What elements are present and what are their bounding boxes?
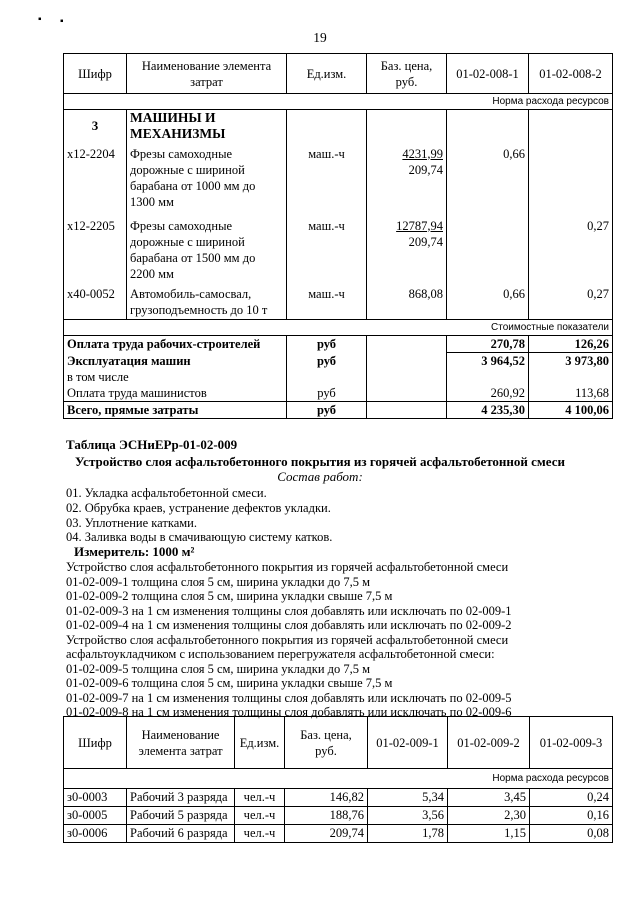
row-value-2: 0,27 (529, 286, 613, 320)
table-row (64, 218, 613, 286)
header-col1: 01-02-009-1 (368, 717, 448, 769)
desc-line: 01-02-009-2 толщина слоя 5 см, ширина укладки свыше 7,5 м (66, 589, 393, 603)
total-unit: руб (287, 385, 367, 402)
row-value-1: 5,34 (368, 789, 448, 807)
row-value-2: 1,15 (448, 825, 530, 843)
header-unit: Ед.изм. (235, 717, 285, 769)
row-price: 146,82 (285, 789, 368, 807)
total-value-1: 3 964,52 (447, 353, 529, 370)
row-code: х12-2205 (64, 218, 127, 286)
header-name: Наименование элемента затрат (127, 54, 287, 94)
cost-label: Стоимостные показатели (64, 320, 613, 336)
desc-line: 01-02-009-6 толщина слоя 5 см, ширина укладки свыше 7,5 м (66, 676, 393, 690)
row-value-3: 0,24 (530, 789, 613, 807)
total-unit: руб (287, 353, 367, 370)
row-value-2: 3,45 (448, 789, 530, 807)
row-name: Рабочий 3 разряда (127, 789, 235, 807)
row-value-3: 0,08 (530, 825, 613, 843)
row-price: 4231,99 209,74 (367, 146, 447, 218)
page-number: 19 (313, 30, 327, 45)
section-number: 3 (64, 110, 127, 146)
work-item: 01. Укладка асфальтобетонной смеси. (66, 486, 267, 500)
total-unit: руб (287, 336, 367, 353)
desc-line: 01-02-009-8 на 1 см изменения толщины слоя добавлять или исключать по 02-009-6 (66, 705, 512, 719)
row-value-1: 0,66 (447, 146, 529, 218)
table-row (64, 825, 613, 843)
header-col2: 01-02-008-2 (529, 54, 613, 94)
total-value-1: 260,92 (447, 385, 529, 402)
norm-row (64, 94, 613, 110)
works-heading: Состав работ: (277, 469, 363, 484)
norm-label: Норма расхода ресурсов (64, 769, 613, 789)
desc-line: 01-02-009-3 на 1 см изменения толщины слоя добавлять или исключать по 02-009-1 (66, 604, 512, 618)
total-row (64, 353, 613, 370)
total-value-1: 4 235,30 (447, 402, 529, 419)
total-value-2: 3 973,80 (529, 353, 613, 370)
resource-table-01-02-008 (63, 53, 613, 419)
row-value-1: 1,78 (368, 825, 448, 843)
total-unit: руб (287, 402, 367, 419)
row-value-2 (529, 146, 613, 218)
section-title: МАШИНЫ И МЕХАНИЗМЫ (127, 110, 287, 146)
norm-row (64, 769, 613, 789)
table-title: Таблица ЭСНиЕРр-01-02-009 (66, 437, 238, 452)
total-row (64, 402, 613, 419)
work-item: 02. Обрубка краев, устранение дефектов укладки. (66, 501, 331, 515)
total-name: Оплата труда машинистов (64, 385, 287, 402)
row-code: з0-0006 (64, 825, 127, 843)
row-unit: маш.-ч (287, 218, 367, 286)
norm-label: Норма расхода ресурсов (64, 94, 613, 110)
total-value-2: 113,68 (529, 385, 613, 402)
row-value-1: 0,66 (447, 286, 529, 320)
total-row (64, 336, 613, 353)
total-name: Оплата труда рабочих-строителей (64, 336, 287, 353)
total-value-1: 270,78 (447, 336, 529, 353)
header-col3: 01-02-009-3 (530, 717, 613, 769)
row-name: Рабочий 6 разряда (127, 825, 235, 843)
total-value-2: 126,26 (529, 336, 613, 353)
header-col1: 01-02-008-1 (447, 54, 529, 94)
row-name: Автомобиль-самосвал, грузоподъемность до 10 т (127, 286, 287, 320)
row-unit: чел.-ч (235, 789, 285, 807)
header-code: Шифр (64, 717, 127, 769)
table-row (64, 807, 613, 825)
row-name: Фрезы самоходные дорожные с шириной барабана от 1500 мм до 2200 мм (127, 218, 287, 286)
desc-line: асфальтоукладчиком с использованием перегружателя асфальтобетонной смеси: (66, 647, 495, 661)
total-name: в том числе (64, 369, 287, 385)
section-row (64, 110, 613, 146)
scan-mark: ▪ (38, 14, 42, 25)
row-unit: чел.-ч (235, 825, 285, 843)
total-name: Эксплуатация машин (64, 353, 287, 370)
row-code: з0-0005 (64, 807, 127, 825)
header-price: Баз. цена, руб. (367, 54, 447, 94)
table-subtitle: Устройство слоя асфальтобетонного покрытия из горячей асфальтобетонной смеси (75, 454, 565, 469)
header-unit: Ед.изм. (287, 54, 367, 94)
header-col2: 01-02-009-2 (448, 717, 530, 769)
total-value-2: 4 100,06 (529, 402, 613, 419)
resource-table-01-02-009 (63, 716, 613, 843)
row-code: х12-2204 (64, 146, 127, 218)
desc-line: Устройство слоя асфальтобетонного покрытия из горячей асфальтобетонной смеси (66, 633, 509, 647)
table-row (64, 286, 613, 320)
row-value-3: 0,16 (530, 807, 613, 825)
row-unit: маш.-ч (287, 146, 367, 218)
total-row (64, 385, 613, 402)
header-price: Баз. цена, руб. (285, 717, 368, 769)
row-unit: маш.-ч (287, 286, 367, 320)
row-price: 188,76 (285, 807, 368, 825)
table-row (64, 789, 613, 807)
meter: Измеритель: 1000 м² (74, 544, 195, 559)
row-value-2: 2,30 (448, 807, 530, 825)
table-row (64, 146, 613, 218)
row-value-2: 0,27 (529, 218, 613, 286)
total-name: Всего, прямые затраты (64, 402, 287, 419)
work-item: 03. Уплотнение катками. (66, 516, 197, 530)
row-unit: чел.-ч (235, 807, 285, 825)
row-code: х40-0052 (64, 286, 127, 320)
work-item: 04. Заливка воды в смачивающую систему катков. (66, 530, 333, 544)
row-name: Фрезы самоходные дорожные с шириной барабана от 1000 мм до 1300 мм (127, 146, 287, 218)
desc-line: 01-02-009-7 на 1 см изменения толщины слоя добавлять или исключать по 02-009-5 (66, 691, 512, 705)
table-header-row (64, 717, 613, 769)
row-value-1 (447, 218, 529, 286)
header-code: Шифр (64, 54, 127, 94)
table-header-row (64, 54, 613, 94)
total-row (64, 369, 613, 385)
row-price: 868,08 (367, 286, 447, 320)
header-name: Наименование элемента затрат (127, 717, 235, 769)
desc-line: 01-02-009-5 толщина слоя 5 см, ширина укладки до 7,5 м (66, 662, 371, 676)
desc-line: 01-02-009-1 толщина слоя 5 см, ширина укладки до 7,5 м (66, 575, 371, 589)
row-name: Рабочий 5 разряда (127, 807, 235, 825)
desc-line: Устройство слоя асфальтобетонного покрытия из горячей асфальтобетонной смеси (66, 560, 509, 574)
row-price: 209,74 (285, 825, 368, 843)
row-code: з0-0003 (64, 789, 127, 807)
cost-row (64, 320, 613, 336)
scan-mark: ▪ (60, 16, 64, 27)
row-price: 12787,94 209,74 (367, 218, 447, 286)
row-value-1: 3,56 (368, 807, 448, 825)
desc-line: 01-02-009-4 на 1 см изменения толщины слоя добавлять или исключать по 02-009-2 (66, 618, 512, 632)
